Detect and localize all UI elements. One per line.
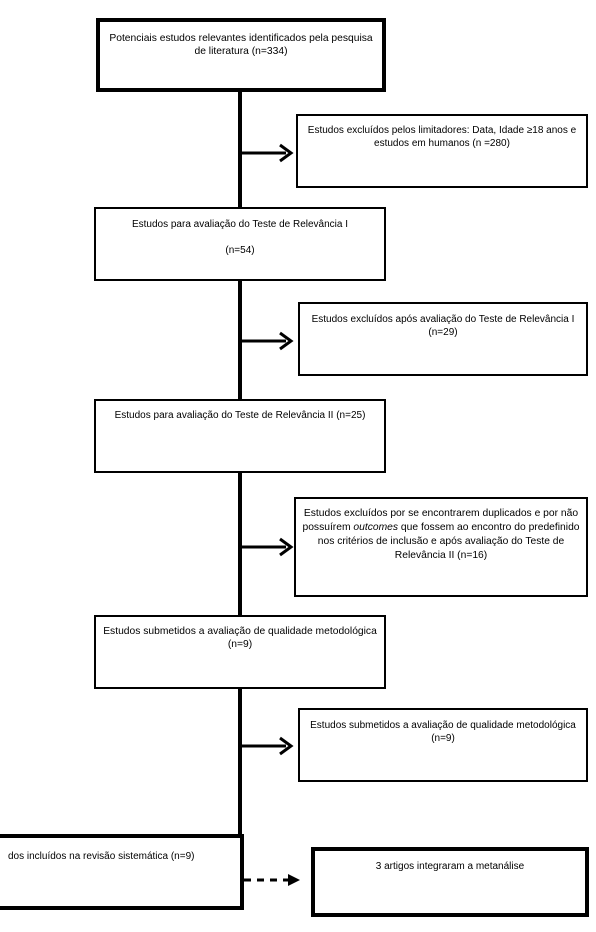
included-studies-box (0, 834, 244, 910)
quality-assessment-side-text: Estudos submetidos a avaliação de qualidade metodológica (n=9) (310, 720, 576, 744)
relevance-test-2-box (94, 399, 386, 473)
arrow-to-quality-side (240, 738, 291, 754)
relevance-test-2-text: Estudos para avaliação do Teste de Relevância II (n=25) (114, 410, 366, 421)
excluded-limiters-text: Estudos excluídos pelos limitadores: Data, Idade ≥18 anos e estudos em humanos (n =280) (307, 125, 577, 149)
included-studies-text: dos incluídos na revisão sistemática (n=9) (8, 851, 195, 862)
arrow-to-excluded-relevance-1 (240, 333, 291, 349)
identified-studies-box (96, 18, 386, 92)
quality-assessment-text: Estudos submetidos a avaliação de qualidade metodológica (n=9) (103, 626, 377, 650)
relevance-test-1-box (94, 207, 386, 281)
excluded-limiters-box (296, 114, 588, 188)
quality-assessment-side-box (298, 708, 588, 782)
excluded-relevance-1-text: Estudos excluídos após avaliação do Teste de Relevância I (n=29) (311, 314, 575, 338)
meta-analysis-text: 3 artigos integraram a metanálise (375, 861, 525, 872)
meta-analysis-box (311, 847, 589, 917)
arrow-to-excluded-duplicates (240, 539, 291, 555)
dashed-arrow-to-meta-analysis (244, 874, 300, 886)
relevance-test-1-count: (n=54) (225, 245, 255, 256)
excluded-duplicates-text: Estudos excluídos por se encontrarem duplicados e por não possuírem outcomes que fossem ao encontro do predefinido nos critérios de inclusão e após avaliação do Teste de Relevância II (n=16) (302, 508, 580, 561)
quality-assessment-box (94, 615, 386, 689)
outcomes-term: outcomes (353, 522, 399, 533)
relevance-test-1-title: Estudos para avaliação do Teste de Relevância I (131, 219, 349, 230)
excluded-duplicates-box (294, 497, 588, 597)
arrow-to-excluded-limiters (240, 145, 291, 161)
identified-studies-text: Potenciais estudos relevantes identificados pela pesquisa de literatura (n=334) (109, 33, 373, 57)
excluded-relevance-1-box (298, 302, 588, 376)
